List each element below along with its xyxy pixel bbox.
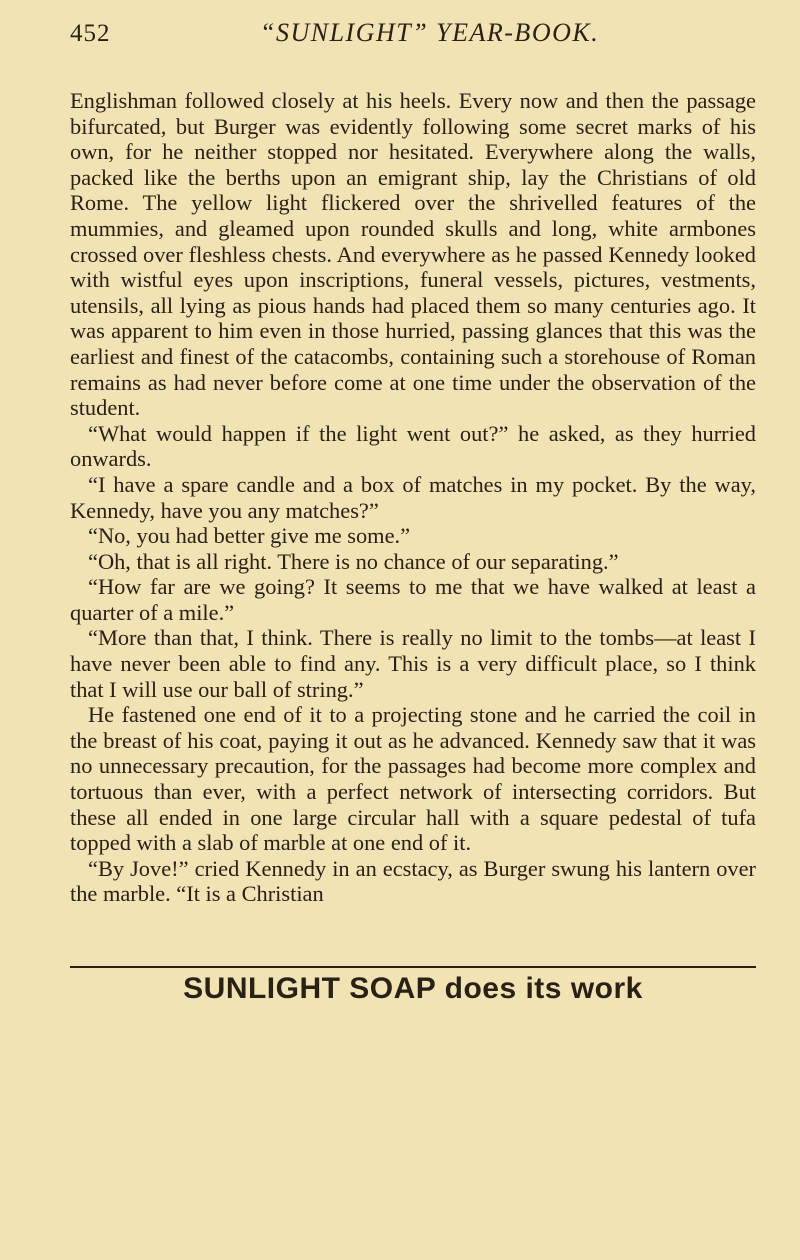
paragraph: “What would happen if the light went out?” he asked, as they hurried onwards. [70,420,756,472]
paragraph: He fastened one end of it to a projecting stone and he carried the coil in the breast of his coat, paying it out as he advanced. Kennedy saw that it was no unnecessary precaution, for the passages had become more complex and tortuous than ever, with a perfect network of intersecting corridors. But these all ended in one large circular hall with a square pedestal of tufa topped with a slab of marble at one end of it. [70,702,756,856]
page-number: 452 [70,20,111,47]
footer-advertisement: SUNLIGHT SOAP does its work [183,972,643,1005]
running-title: “SUNLIGHT” YEAR-BOOK. [260,18,600,47]
paragraph: Englishman followed closely at his heels. Every now and then the passage bifurcated, but Burger was evidently following some secret marks of his own, for he neither stopped nor hesitated. Everywhere along the walls, packed like the berths upon an emigrant ship, lay the Christians of old Rome. The yellow light flickered over the shrivelled features of the mummies, and gleamed upon rounded skulls and long, white armbones crossed over fleshless chests. And everywhere as he passed Kennedy looked with wistful eyes upon inscriptions, funeral vessels, pictures, vestments, utensils, all lying as pious hands had placed them so many centuries ago. It was apparent to him even in those hurried, passing glances that this was the earliest and finest of the catacombs, containing such a storehouse of Roman remains as had never before come at one time under the observation of the student. [70,88,756,421]
footer-rule [70,966,756,968]
page-header [70,18,760,52]
paragraph: “No, you had better give me some.” [88,523,411,549]
paragraph: “I have a spare candle and a box of matches in my pocket. By the way, Kennedy, have you any matches?” [70,471,756,523]
paragraph: “How far are we going? It seems to me that we have walked at least a quarter of a mile.” [70,574,756,625]
paragraph: “Oh, that is all right. There is no chance of our separating.” [88,548,619,574]
paragraph: “By Jove!” cried Kennedy in an ecstacy, as Burger swung his lantern over the marble. “It is a Christian [70,855,756,907]
paragraph: “More than that, I think. There is really no limit to the tombs—at least I have never been able to find any. This is a very difficult place, so I think that I will use our ball of string.” [70,625,756,702]
body-text [70,88,756,907]
